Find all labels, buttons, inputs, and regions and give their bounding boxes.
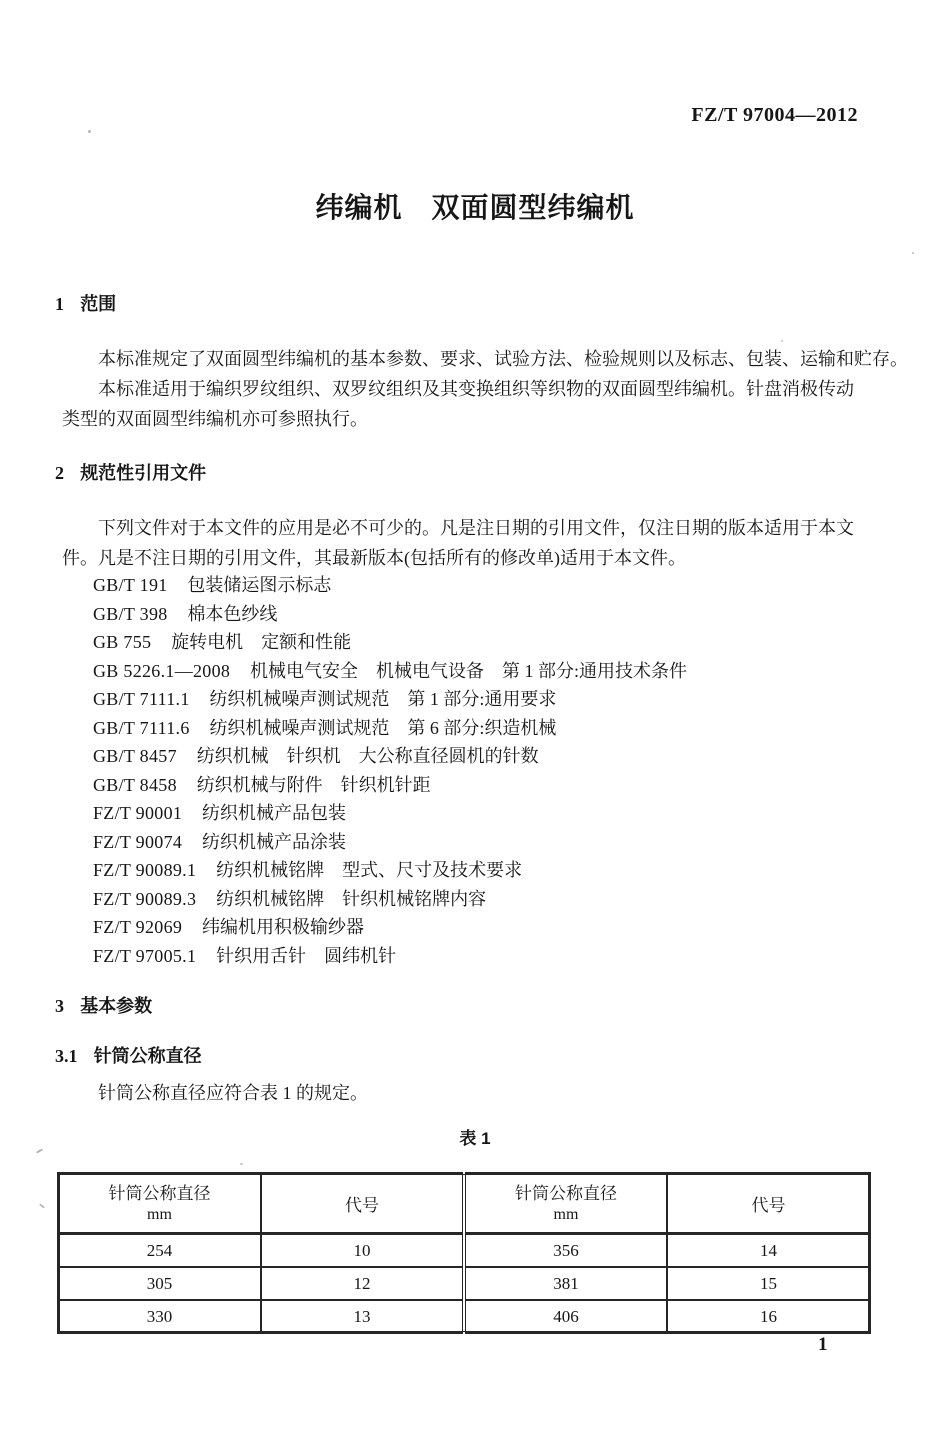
reference-item (93, 942, 687, 971)
table-header-cell (667, 1173, 870, 1234)
paragraph-line: 下列文件对于本文件的应用是必不可少的。凡是注日期的引用文件，仅注日期的版本适用于本文 (98, 518, 854, 538)
table-cell: 13 (261, 1300, 464, 1333)
table-header-cell (58, 1173, 261, 1234)
reference-item (93, 714, 687, 743)
section-2-heading (55, 461, 206, 485)
reference-code: GB/T 398 (93, 603, 168, 624)
section-2-intro (62, 513, 902, 573)
table-cell: 356 (464, 1234, 667, 1268)
table-cell: 305 (58, 1267, 261, 1300)
table-row (58, 1234, 870, 1268)
reference-code: GB 5226.1—2008 (93, 660, 231, 681)
reference-code: FZ/T 90089.3 (93, 888, 197, 909)
table-header-cell (261, 1173, 464, 1234)
scan-speck (88, 130, 91, 133)
section-number: 2 (55, 463, 64, 483)
paragraph-line: 针筒公称直径应符合表 1 的规定。 (98, 1083, 368, 1103)
reference-item (93, 571, 687, 600)
table-cell: 330 (58, 1300, 261, 1333)
header-label: 针筒公称直径 (108, 1184, 211, 1203)
section-number: 3.1 (55, 1046, 78, 1066)
scan-speck (39, 1203, 45, 1208)
table-1 (57, 1172, 871, 1334)
reference-title: 机械电气安全 机械电气设备 第 1 部分:通用技术条件 (250, 660, 688, 681)
reference-code: GB 755 (93, 632, 152, 652)
reference-code: GB/T 8458 (93, 774, 177, 795)
reference-list (93, 571, 687, 970)
scan-speck (781, 340, 783, 342)
reference-item (93, 628, 687, 657)
reference-item (93, 600, 687, 629)
reference-title: 纺织机械噪声测试规范 第 1 部分:通用要求 (209, 689, 557, 709)
table-cell: 12 (261, 1267, 464, 1300)
reference-item (93, 799, 687, 828)
table-header-row (58, 1173, 870, 1234)
table-cell: 10 (261, 1234, 464, 1268)
paragraph-line: 类型的双面圆型纬编机亦可参照执行。 (62, 409, 368, 429)
section-label: 针筒公称直径 (93, 1046, 202, 1066)
reference-title: 旋转电机 定额和性能 (171, 632, 352, 652)
reference-item (93, 856, 687, 885)
table-cell: 254 (58, 1234, 261, 1268)
reference-title: 纺织机械铭牌 型式、尺寸及技术要求 (216, 860, 523, 880)
reference-title: 纬编机用积极输纱器 (201, 917, 364, 937)
reference-code: FZ/T 90074 (93, 831, 183, 852)
reference-title: 棉本色纱线 (187, 603, 278, 624)
reference-item (93, 913, 687, 942)
reference-item (93, 685, 687, 714)
section-number: 1 (55, 294, 64, 314)
header-label: 代号 (345, 1195, 379, 1215)
reference-item (93, 742, 687, 771)
table-cell: 15 (667, 1267, 870, 1300)
paragraph-line: 本标准规定了双面圆型纬编机的基本参数、要求、试验方法、检验规则以及标志、包装、运输和贮存。 (98, 349, 908, 369)
reference-title: 纺织机械噪声测试规范 第 6 部分:织造机械 (209, 717, 557, 738)
section-3-1-body (62, 1078, 902, 1108)
reference-title: 纺织机械铭牌 针织机械铭牌内容 (216, 888, 487, 909)
reference-item (93, 657, 687, 686)
scan-speck (912, 252, 914, 254)
table-row (58, 1267, 870, 1300)
reference-item (93, 885, 687, 914)
section-label: 范围 (80, 294, 117, 314)
table-header-cell (464, 1173, 667, 1234)
reference-title: 纺织机械与附件 针织机针距 (196, 774, 431, 795)
reference-code: FZ/T 90001 (93, 803, 183, 823)
table-cell: 381 (464, 1267, 667, 1300)
table-caption: 表 1 (459, 1129, 491, 1148)
reference-code: FZ/T 90089.1 (93, 860, 197, 880)
reference-title: 针织用舌针 圆纬机针 (216, 945, 397, 966)
section-number: 3 (55, 996, 64, 1016)
reference-code: GB/T 7111.6 (93, 717, 190, 738)
table-cell: 14 (667, 1234, 870, 1268)
table-row (58, 1300, 870, 1333)
scan-speck (36, 1148, 43, 1153)
header-label: 代号 (751, 1195, 786, 1215)
reference-code: GB/T 8457 (93, 746, 177, 766)
table-cell: 406 (464, 1300, 667, 1333)
reference-title: 纺织机械产品涂装 (201, 831, 346, 852)
header-label: 针筒公称直径 (515, 1184, 617, 1203)
table-cell: 16 (667, 1300, 870, 1333)
page-number: 1 (818, 1334, 828, 1355)
reference-code: FZ/T 92069 (93, 917, 183, 937)
section-3-1-heading (55, 1044, 202, 1068)
reference-item (93, 828, 687, 857)
section-label: 规范性引用文件 (80, 463, 207, 483)
section-1-heading (55, 292, 116, 316)
reference-title: 包装储运图示标志 (187, 575, 332, 595)
page-title: 纬编机 双面圆型纬编机 (315, 192, 635, 223)
reference-title: 纺织机械 针织机 大公称直径圆机的针数 (196, 746, 539, 766)
paragraph-line: 件。凡是不注日期的引用文件，其最新版本(包括所有的修改单)适用于本文件。 (62, 548, 686, 568)
reference-code: GB/T 191 (93, 575, 168, 595)
section-3-heading (55, 994, 152, 1018)
scan-speck (240, 1163, 243, 1165)
section-1-body (62, 344, 908, 434)
paragraph-line: 本标准适用于编织罗纹组织、双罗纹组织及其变换组织等织物的双面圆型纬编机。针盘消极传动 (98, 379, 854, 399)
section-label: 基本参数 (80, 996, 153, 1016)
standard-number: FZ/T 97004—2012 (691, 104, 858, 126)
header-unit: mm (147, 1206, 172, 1223)
reference-title: 纺织机械产品包装 (201, 803, 346, 823)
reference-code: FZ/T 97005.1 (93, 945, 197, 966)
reference-item (93, 771, 687, 800)
reference-code: GB/T 7111.1 (93, 689, 190, 709)
header-unit: mm (553, 1206, 579, 1223)
